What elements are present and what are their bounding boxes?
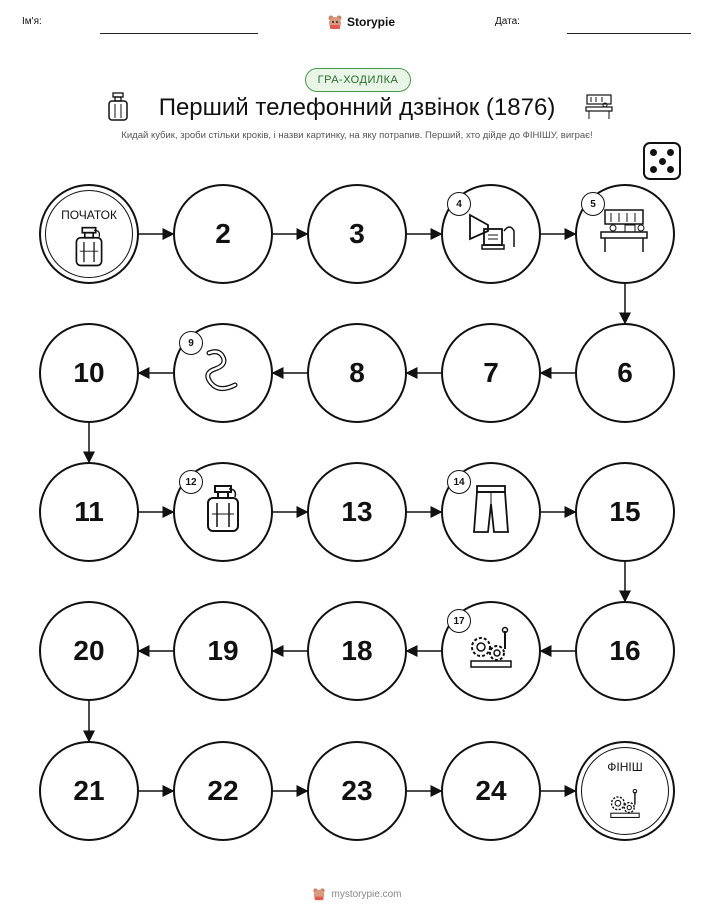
cell-number-badge: 5: [581, 192, 605, 216]
cell-number: 23: [341, 775, 373, 806]
start-cell[interactable]: [39, 184, 139, 284]
picture-cell[interactable]: [173, 323, 273, 423]
name-label: Ім'я:: [22, 16, 42, 27]
trousers-icon: [471, 484, 511, 541]
phonograph-icon: [466, 209, 516, 260]
wire-icon: [201, 347, 245, 400]
cell-number: 21: [73, 775, 105, 806]
cell-number: 10: [73, 357, 105, 388]
number-cell[interactable]: [441, 741, 541, 841]
brand-name: Storypie: [347, 15, 396, 29]
cell-number: 6: [617, 357, 633, 388]
number-cell[interactable]: [39, 741, 139, 841]
picture-cell[interactable]: [575, 184, 675, 284]
cell-number: 15: [609, 496, 641, 527]
cell-number: 7: [483, 357, 499, 388]
cell-number: 13: [341, 496, 373, 527]
number-cell[interactable]: [307, 601, 407, 701]
cell-number-badge: 4: [447, 192, 471, 216]
jar-icon: [72, 226, 106, 275]
cell-number: 16: [609, 635, 641, 666]
cell-number: 11: [74, 496, 104, 527]
cell-number: 3: [349, 218, 365, 249]
number-cell[interactable]: [39, 323, 139, 423]
footer-bear-icon: [312, 887, 326, 901]
number-cell[interactable]: [173, 601, 273, 701]
cell-number-badge: 14: [447, 470, 471, 494]
cell-number: 18: [341, 635, 373, 666]
gears-icon: [608, 783, 642, 832]
cell-number: 24: [475, 775, 507, 806]
date-label: Дата:: [495, 16, 520, 27]
number-cell[interactable]: [307, 462, 407, 562]
footer-url: mystorypie.com: [331, 888, 402, 900]
cell-number-badge: 17: [447, 609, 471, 633]
picture-cell[interactable]: [173, 462, 273, 562]
start-label: ПОЧАТОК: [61, 208, 117, 222]
number-cell[interactable]: [39, 462, 139, 562]
finish-label: ФІНІШ: [607, 760, 643, 774]
page-title: Перший телефонний дзвінок (1876): [158, 94, 556, 121]
jar-icon: [203, 484, 243, 541]
number-cell[interactable]: [307, 323, 407, 423]
finish-cell[interactable]: [575, 741, 675, 841]
cell-number: 20: [73, 635, 105, 666]
number-cell[interactable]: [441, 323, 541, 423]
footer: [0, 887, 714, 901]
number-cell[interactable]: [307, 741, 407, 841]
picture-cell[interactable]: [441, 462, 541, 562]
number-cell[interactable]: [39, 601, 139, 701]
number-cell[interactable]: [575, 601, 675, 701]
workshop-icon: [599, 208, 651, 261]
gears-icon: [467, 625, 515, 678]
number-cell[interactable]: [307, 184, 407, 284]
number-cell[interactable]: [575, 462, 675, 562]
cell-number-badge: 9: [179, 331, 203, 355]
number-cell[interactable]: [575, 323, 675, 423]
picture-cell[interactable]: [441, 184, 541, 284]
number-cell[interactable]: [173, 184, 273, 284]
game-type-badge: ГРА-ХОДИЛКА: [305, 68, 411, 92]
instructions: Кидай кубик, зроби стільки кроків, і назви картинку, на яку потрапив. Перший, хто дійде до ФІНІШУ, виграє!: [121, 130, 593, 141]
cell-number: 22: [207, 775, 239, 806]
cell-number: 2: [215, 218, 231, 249]
cell-number: 8: [349, 357, 365, 388]
cell-number-badge: 12: [179, 470, 203, 494]
number-cell[interactable]: [173, 741, 273, 841]
cell-number: 19: [207, 635, 239, 666]
picture-cell[interactable]: [441, 601, 541, 701]
